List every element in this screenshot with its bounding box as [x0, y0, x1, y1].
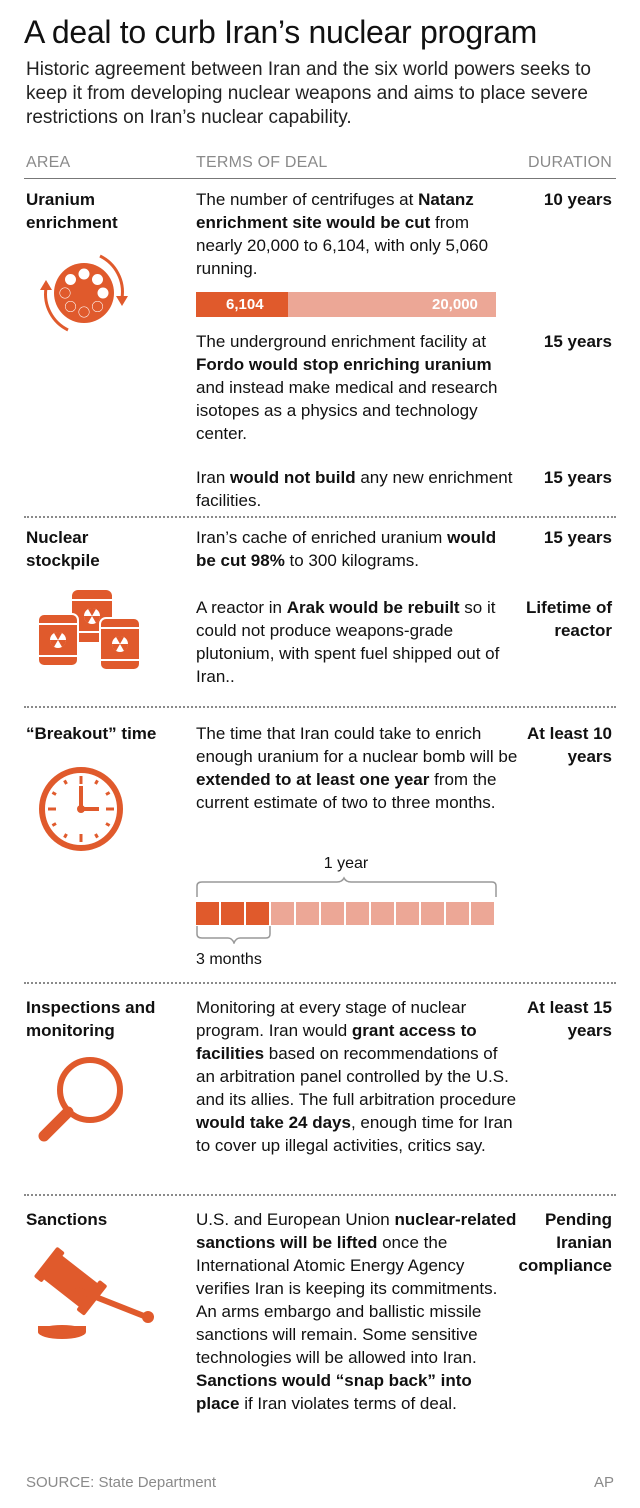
duration-breakout: At least 10 years — [526, 724, 612, 766]
month-segment-empty — [471, 902, 494, 925]
area-uranium-enrichment: Uranium enrichment — [26, 190, 118, 232]
source-note: SOURCE: State Department — [26, 1474, 217, 1491]
column-header-terms: TERMS OF DEAL — [196, 154, 328, 171]
month-segment-empty — [321, 902, 344, 925]
month-segment-filled — [246, 902, 269, 925]
area-sanctions: Sanctions — [26, 1210, 108, 1229]
months-bracket — [196, 926, 276, 944]
duration-sanctions: Pending Iranian compliance — [518, 1210, 612, 1275]
clock-icon — [36, 764, 126, 854]
month-segment-empty — [446, 902, 469, 925]
section-divider — [24, 1194, 616, 1196]
section-divider — [24, 516, 616, 518]
centrifuge-icon — [34, 248, 134, 338]
month-segment-empty — [371, 902, 394, 925]
month-segment-filled — [196, 902, 219, 925]
duration-fordo: 15 years — [543, 332, 612, 351]
area-inspections: Inspections and monitoring — [26, 998, 156, 1040]
column-header-duration: DURATION — [528, 154, 612, 171]
duration-inspections: At least 15 years — [526, 998, 612, 1040]
month-segment-empty — [271, 902, 294, 925]
page-subtitle: Historic agreement between Iran and the six world powers seeks to keep it from developing nuclear weapons and aims to place severe restrictions on Iran’s nuclear capability. — [26, 59, 591, 128]
term-new-facilities: Iran would not build any new enrichment facilities. — [196, 468, 513, 510]
radioactive-barrels-icon — [34, 582, 144, 682]
bar-label-before: 20,000 — [432, 296, 478, 313]
section-divider — [24, 982, 616, 984]
month-segment-empty — [296, 902, 319, 925]
duration-natanz: 10 years — [543, 190, 612, 209]
month-segment-filled — [221, 902, 244, 925]
term-stockpile: Iran’s cache of enriched uranium would be cut 98% to 300 kilograms. — [196, 528, 497, 570]
column-header-area: AREA — [26, 154, 71, 171]
bar-label-after: 6,104 — [226, 296, 264, 313]
year-bracket — [196, 876, 498, 898]
term-arak: A reactor in Arak would be rebuilt so it could not produce weapons-grade plutonium, with spent fuel shipped out of Iran.. — [196, 598, 500, 686]
duration-arak: Lifetime of reactor — [526, 598, 612, 640]
scale-label-months: 3 months — [196, 951, 262, 968]
duration-stockpile: 15 years — [543, 528, 612, 547]
credit: AP — [593, 1474, 614, 1491]
area-breakout-time: “Breakout” time — [26, 724, 157, 743]
page-title: A deal to curb Iran’s nuclear program — [24, 14, 538, 50]
term-sanctions: U.S. and European Union nuclear-related sanctions will be lifted once the International Atomic Energy Agency verifies Iran is keeping its commitments. An arms embargo and ballistic missile sanctions will remain. Some sensitive technologies will be allowed into Iran. Sanctions would “snap back” into place if Iran violates terms of deal. — [196, 1210, 517, 1413]
magnifier-icon — [32, 1050, 132, 1150]
scale-label-year: 1 year — [323, 855, 369, 872]
month-segment-empty — [396, 902, 419, 925]
term-natanz: The number of centrifuges at Natanz enrichment site would be cut from nearly 20,000 to 6,104, with only 5,060 running. — [196, 190, 489, 278]
term-fordo: The underground enrichment facility at Fordo would stop enriching uranium and instead make medical and research isotopes as a physics and technology center. — [196, 332, 498, 443]
term-inspections: Monitoring at every stage of nuclear program. Iran would grant access to facilities based on recommendations of an arbitration panel controlled by the U.S. and its allies. The full arbitration procedure would take 24 days, enough time for Iran to cover up illegal activities, critics say. — [196, 998, 517, 1155]
area-nuclear-stockpile: Nuclear stockpile — [26, 528, 100, 570]
month-segment-empty — [346, 902, 369, 925]
duration-new-facilities: 15 years — [543, 468, 612, 487]
gavel-icon — [30, 1246, 160, 1346]
section-divider — [24, 706, 616, 708]
month-segment-empty — [421, 902, 444, 925]
term-breakout: The time that Iran could take to enrich enough uranium for a nuclear bomb will be extended to at least one year from the current estimate of two to three months. — [196, 724, 518, 812]
header-divider — [24, 178, 616, 179]
